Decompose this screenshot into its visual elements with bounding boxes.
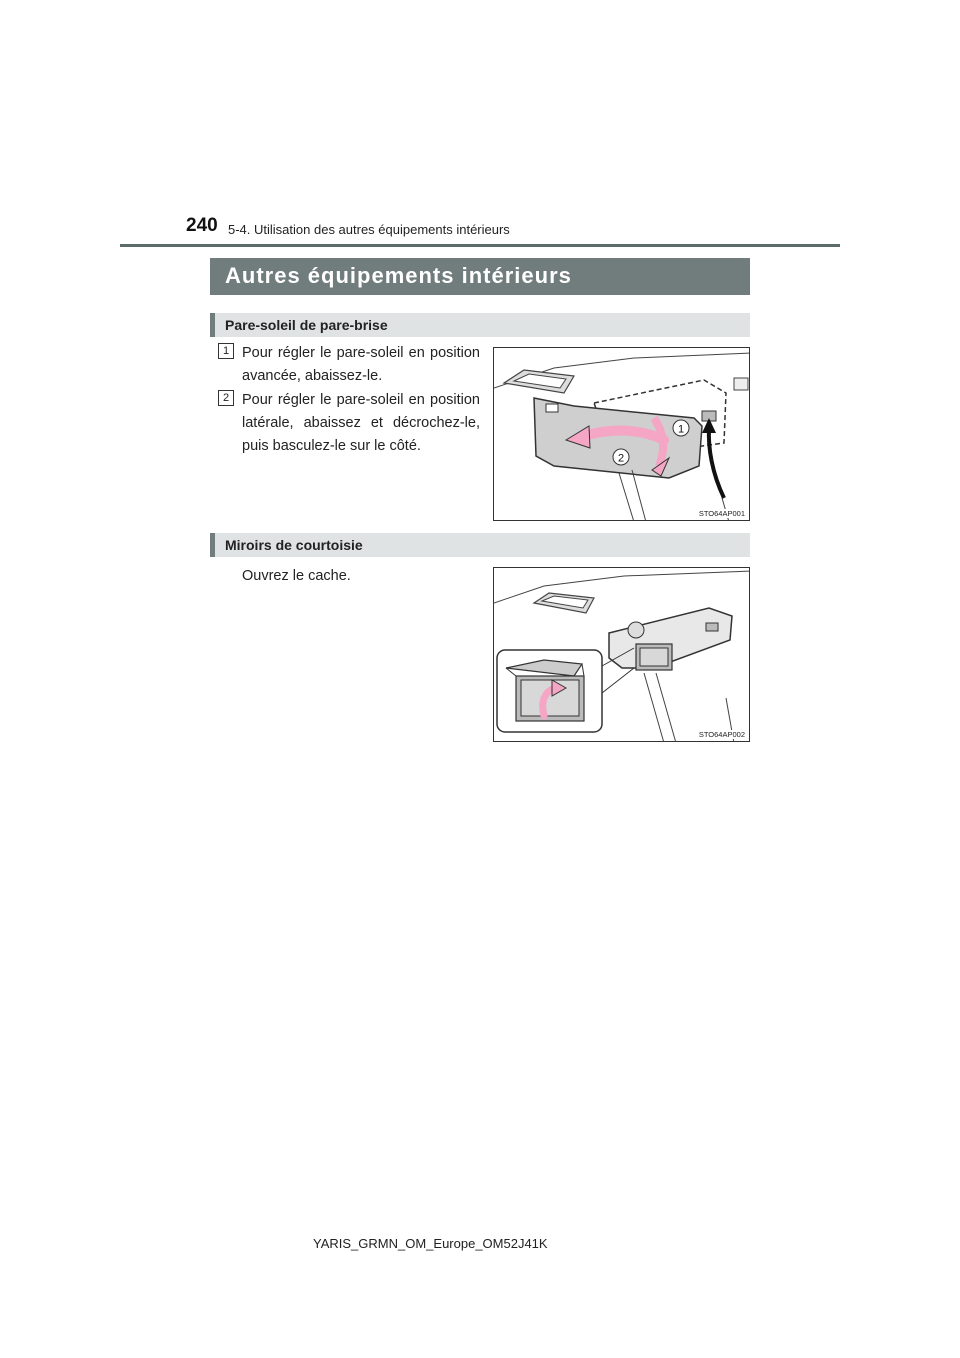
subsection-heading-mirror: Miroirs de courtoisie [210,533,750,557]
step-1 [218,342,480,388]
callout-1: 1 [677,423,685,436]
subsection-heading-sunvisor: Pare-soleil de pare-brise [210,313,750,337]
step-text-2: Pour régler le pare-soleil en position latérale, abaissez et décrochez-le, puis basculez-le sur le côté. [242,392,480,454]
page-number: 240 [186,215,218,236]
figure-sunvisor [493,347,750,521]
header-rule [120,244,840,247]
step-number-2: 2 [218,390,234,406]
step-text-1: Pour régler le pare-soleil en position avancée, abaissez-le. [242,345,480,384]
figure-mirror [493,567,750,742]
chapter-title: Autres équipements intérieurs [210,258,750,295]
step-2 [218,389,480,458]
figure-code-2: STO64AP002 [698,730,745,739]
footer-document-id: YARIS_GRMN_OM_Europe_OM52J41K [313,1236,548,1251]
callout-2: 2 [617,452,625,465]
figure-code-1: STO64AP001 [698,509,745,518]
section-reference: 5-4. Utilisation des autres équipements intérieurs [228,222,510,237]
sunvisor-illustration [494,348,750,521]
mirror-instruction: Ouvrez le cache. [242,568,351,584]
step-number-1: 1 [218,343,234,359]
vanity-mirror-illustration [494,568,750,742]
